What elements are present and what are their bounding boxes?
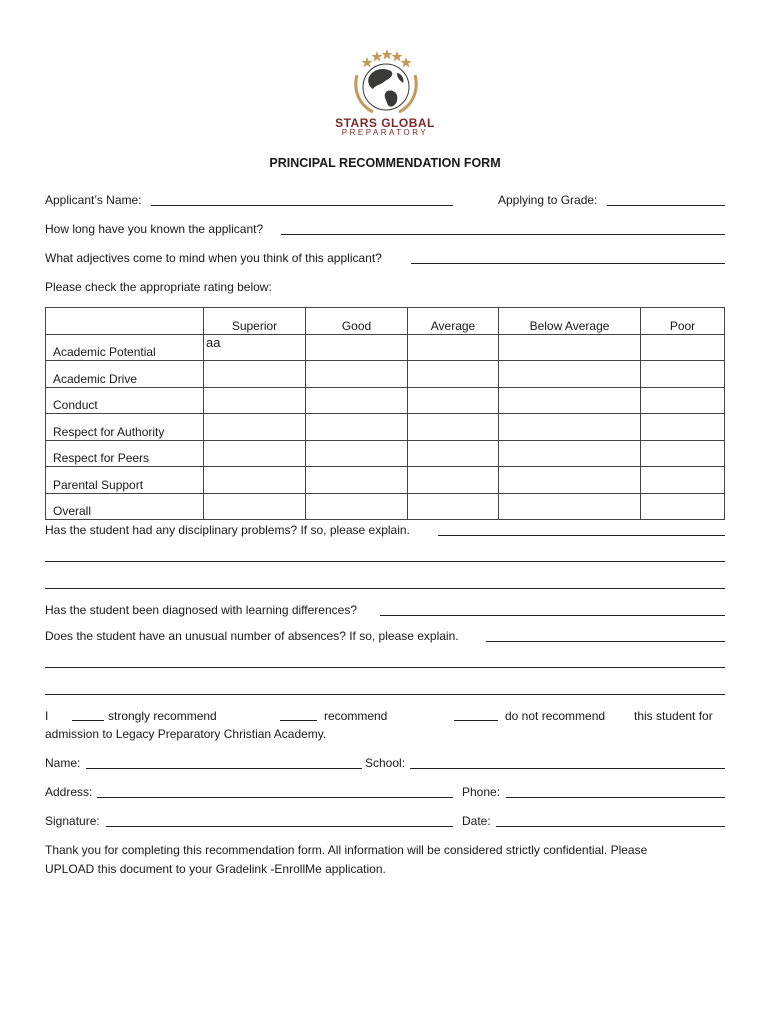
applying-grade-field[interactable] <box>607 205 725 206</box>
rating-cell[interactable] <box>408 467 499 494</box>
globe-logo-icon <box>345 45 425 117</box>
disciplinary-field-line2[interactable] <box>45 561 725 562</box>
name-field[interactable] <box>86 768 362 769</box>
rating-cell[interactable] <box>499 414 641 441</box>
rating-cell[interactable] <box>306 414 408 441</box>
rating-cell[interactable] <box>641 440 725 467</box>
rating-cell[interactable] <box>499 440 641 467</box>
column-header: Average <box>408 308 499 335</box>
table-row <box>46 361 725 388</box>
table-row <box>46 414 725 441</box>
recommend-blank[interactable] <box>280 720 317 721</box>
table-row <box>46 493 725 520</box>
strongly-recommend-blank[interactable] <box>72 720 104 721</box>
row-label: Overall <box>46 493 204 520</box>
rating-table <box>45 307 725 520</box>
adjectives-label: What adjectives come to mind when you think of this applicant? <box>45 251 382 265</box>
learning-field[interactable] <box>380 615 725 616</box>
disciplinary-label: Has the student had any disciplinary problems? If so, please explain. <box>45 523 410 537</box>
rating-cell[interactable] <box>408 387 499 414</box>
rating-cell[interactable] <box>641 493 725 520</box>
rating-cell[interactable] <box>499 387 641 414</box>
rating-cell[interactable] <box>641 387 725 414</box>
rating-cell[interactable] <box>306 387 408 414</box>
rating-cell[interactable] <box>641 334 725 361</box>
rating-cell[interactable] <box>306 493 408 520</box>
rating-cell[interactable] <box>499 493 641 520</box>
school-label: School: <box>365 756 406 770</box>
rating-cell[interactable]: aa <box>204 334 306 361</box>
rating-cell[interactable] <box>306 440 408 467</box>
rating-cell[interactable] <box>204 361 306 388</box>
rating-cell[interactable] <box>408 493 499 520</box>
rating-cell[interactable] <box>204 414 306 441</box>
disciplinary-field[interactable] <box>438 535 725 536</box>
rating-cell[interactable] <box>499 467 641 494</box>
table-row <box>46 334 725 361</box>
date-field[interactable] <box>496 826 725 827</box>
logo-subname: PREPARATORY <box>341 128 429 137</box>
footer-line2: UPLOAD this document to your Gradelink -EnrollMe application. <box>45 862 386 876</box>
not-recommend-label: do not recommend <box>505 709 606 723</box>
disciplinary-field-line3[interactable] <box>45 588 725 589</box>
name-label: Name: <box>45 756 81 770</box>
table-row <box>46 440 725 467</box>
phone-label: Phone: <box>462 785 501 799</box>
row-label: Academic Potential <box>46 334 204 361</box>
known-field[interactable] <box>281 234 725 235</box>
rating-cell[interactable] <box>408 334 499 361</box>
column-header: Superior <box>204 308 306 335</box>
rating-cell[interactable] <box>204 467 306 494</box>
applicant-name-field[interactable] <box>151 205 453 206</box>
this-student-label: this student for <box>634 709 713 723</box>
recommend-label: recommend <box>324 709 388 723</box>
row-label: Parental Support <box>46 467 204 494</box>
recommend-i-label: I <box>45 709 49 723</box>
strongly-recommend-label: strongly recommend <box>108 709 217 723</box>
rating-cell[interactable] <box>408 361 499 388</box>
table-row <box>46 467 725 494</box>
absences-label: Does the student have an unusual number of absences? If so, please explain. <box>45 629 459 643</box>
date-label: Date: <box>462 814 491 828</box>
row-label: Academic Drive <box>46 361 204 388</box>
phone-field[interactable] <box>506 797 725 798</box>
rating-cell[interactable] <box>499 361 641 388</box>
footer-line1: Thank you for completing this recommendation form. All information will be considered strictly confidential. Please <box>45 843 648 857</box>
rating-cell[interactable] <box>204 493 306 520</box>
table-corner-cell <box>46 308 204 335</box>
admission-label: admission to Legacy Preparatory Christian Academy. <box>45 727 327 741</box>
rating-cell[interactable] <box>204 440 306 467</box>
absences-field-line3[interactable] <box>45 694 725 695</box>
address-label: Address: <box>45 785 93 799</box>
row-label: Respect for Peers <box>46 440 204 467</box>
column-header: Good <box>306 308 408 335</box>
absences-field[interactable] <box>486 641 725 642</box>
rating-cell[interactable] <box>641 414 725 441</box>
rating-cell[interactable] <box>641 467 725 494</box>
school-field[interactable] <box>410 768 725 769</box>
signature-label: Signature: <box>45 814 100 828</box>
address-field[interactable] <box>97 797 453 798</box>
check-rating-label: Please check the appropriate rating below: <box>45 280 272 294</box>
absences-field-line2[interactable] <box>45 667 725 668</box>
learning-label: Has the student been diagnosed with learning differences? <box>45 603 357 617</box>
rating-cell[interactable] <box>306 361 408 388</box>
row-label: Respect for Authority <box>46 414 204 441</box>
column-header: Poor <box>641 308 725 335</box>
rating-cell[interactable] <box>408 414 499 441</box>
rating-cell[interactable] <box>641 361 725 388</box>
row-label: Conduct <box>46 387 204 414</box>
applicant-name-label: Applicant’s Name: <box>45 193 142 207</box>
known-label: How long have you known the applicant? <box>45 222 264 236</box>
applying-grade-label: Applying to Grade: <box>498 193 598 207</box>
adjectives-field[interactable] <box>411 263 725 264</box>
logo-name: STARS GLOBAL <box>335 116 435 130</box>
form-title: PRINCIPAL RECOMMENDATION FORM <box>269 156 501 170</box>
column-header: Below Average <box>499 308 641 335</box>
table-header-row <box>46 308 725 335</box>
rating-cell[interactable] <box>408 440 499 467</box>
rating-cell[interactable] <box>499 334 641 361</box>
table-row <box>46 387 725 414</box>
rating-cell[interactable] <box>306 334 408 361</box>
signature-field[interactable] <box>106 826 453 827</box>
rating-cell[interactable] <box>306 467 408 494</box>
rating-cell[interactable] <box>204 387 306 414</box>
not-recommend-blank[interactable] <box>454 720 498 721</box>
